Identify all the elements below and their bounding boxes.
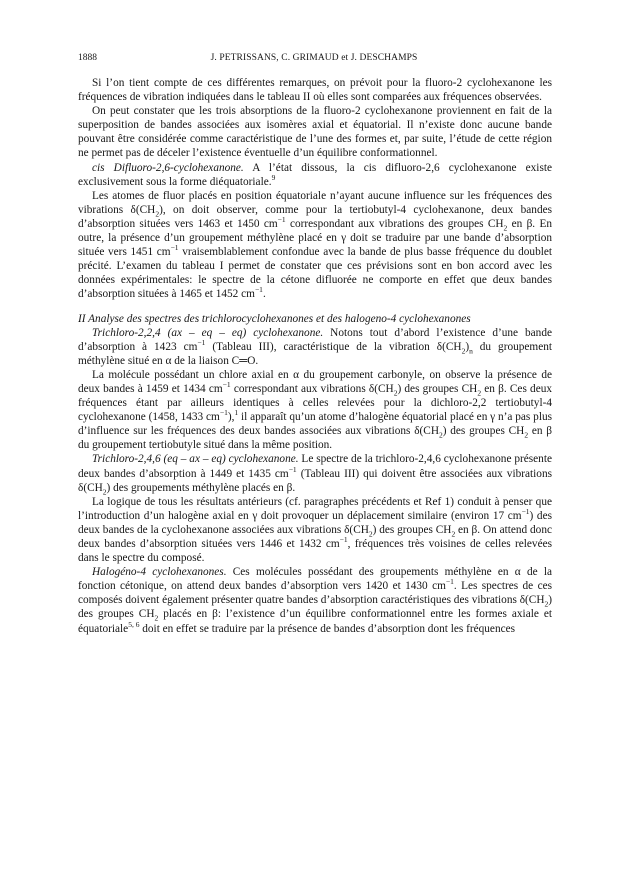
running-title: J. PETRISSANS, C. GRIMAUD et J. DESCHAMPS: [210, 53, 418, 63]
paragraph: Halogéno-4 cyclohexanones. Ces molécules possédant des groupements méthylène en α de la fonction cétonique, on attend deux bandes d’absorption vers 1420 et 1430 $cm^{-1}$. Les spectres de ces composés doivent également présenter quatre bandes d’absorption caractéristiques des vibrations $\delta(CH_2)$ des groupes $CH_2$ placés en β: l’existence d’un équilibre conformationnel entre les formes axiale et équatoriale$^{5, 6}$ doit en effet se traduire par la présence de bandes d’absorption dont les fréquences: [78, 566, 553, 635]
section-heading: II Analyse des spectres des trichlorocyclohexanones et des halogeno-4 cyclohexanones: [78, 312, 471, 325]
paragraph: Si l’on tient compte de ces différentes remarques, on prévoit pour la fluoro-2 cyclohexanone les fréquences de vibration indiquées dans le tableau II où elles sont comparées aux fréquences observées.: [78, 77, 552, 104]
page-header: [78, 53, 550, 67]
subheading: Halogéno-4 cyclohexanones.: [92, 566, 227, 579]
reference-mark: 1: [234, 408, 239, 418]
page-number: 1888: [78, 53, 97, 63]
article-body: [78, 76, 552, 636]
paragraph: Trichloro-2,4,6 (eq – ax – eq) cyclohexanone. Le spectre de la trichloro-2,4,6 cyclohexanone présente deux bandes d’absorption à 1449 et 1435 $cm^{-1}$ (Tableau III) qui doivent être associées aux vibrations $\delta(CH_2)$ des groupements méthylène placés en β.: [78, 453, 552, 496]
paragraph: On peut constater que les trois absorptions de la fluoro-2 cyclohexanone proviennent en fait de la superposition de bandes associées aux isomères axial et équatorial. Il n’existe donc aucune bande pouvant être considérée comme caractéristique de l’une des formes et, par suite, l’étude de cette région ne permet pas de déceler l’existence éventuelle d’un équilibre conformationnel.: [78, 105, 552, 160]
subheading: cis Difluoro-2,6-cyclohexanone.: [92, 161, 244, 174]
subheading: Trichloro-2,4,6 (eq – ax – eq) cyclohexanone.: [92, 453, 299, 466]
paragraph: La logique de tous les résultats antérieurs (cf. paragraphes précédents et Ref 1) conduit à penser que l’introduction d’un halogène axial en γ doit provoquer un déplacement similaire (environ 17 $cm^{-1}$) des deux bandes de la cyclohexanone associées aux vibrations $\delta(CH_2)$ des groupes $CH_2$ en β. On attend donc deux bandes d’absorption situées vers 1446 et 1432 $cm^{-1}$, fréquences très voisines de celles relevées dans le spectre du composé.: [78, 495, 552, 565]
paragraph: Trichloro-2,2,4 (ax – eq – eq) cyclohexanone. Notons tout d’abord l’existence d’une bande d’absorption à 1423 $cm^{-1}$ (Tableau III), caractéristique de la vibration $\delta(CH_2)_n$ du groupement méthylène situé en α de la liaison C═O.: [78, 326, 553, 367]
subheading: Trichloro-2,2,4 (ax – eq – eq) cyclohexanone.: [92, 326, 324, 339]
paragraph: cis Difluoro-2,6-cyclohexanone. A l’état dissous, la cis difluoro-2,6 cyclohexanone existe exclusivement sous la forme diéquatoriale.$^9$: [78, 161, 552, 188]
paragraph: La molécule possédant un chlore axial en α du groupement carbonyle, on observe la présence de deux bandes à 1459 et 1434 $cm^{-1}$ correspondant aux vibrations $\delta(CH_2)$ des groupes $CH_2$ en β. Ces deux fréquences étant par ailleurs identiques à celles relevées pour la dichloro-2,2 tertiobutyl-4 cyclohexanone (1458, 1433 $cm^{-1}),^1$ il apparaît qu’un atome d’halogène équatorial placé en γ n’a pas plus d’influence sur les fréquences des deux bandes associées aux vibrations $\delta(CH_2)$ des groupes $CH_2$ en β du groupement tertiobutyle situé dans la même position.: [78, 368, 553, 452]
reference-mark: 5, 6: [128, 619, 140, 629]
paragraph: Les atomes de fluor placés en position équatoriale n’ayant aucune influence sur les fréquences des vibrations $\delta(CH_2)$, on doit observer, comme pour la tertiobutyl-4 cyclohexanone, deux bandes d’absorption situées vers 1463 et 1450 $cm^{-1}$ correspondant aux vibrations des groupes $CH_2$ en β. En outre, la présence d’un groupement méthylène placé en γ doit se traduire par une bande d’absorption située vers 1451 $cm^{-1}$ vraisemblablement confondue avec la bande de plus basse fréquence du doublet précité. L’examen du tableau I permet de constater que ces prévisions sont en bon accord avec les données expérimentales: le spectre de la cétone difluorée ne comporte en effet que deux bandes d’absorption situées à 1465 et 1452 $cm^{-1}$.: [78, 189, 553, 301]
reference-mark: 9: [271, 172, 276, 182]
